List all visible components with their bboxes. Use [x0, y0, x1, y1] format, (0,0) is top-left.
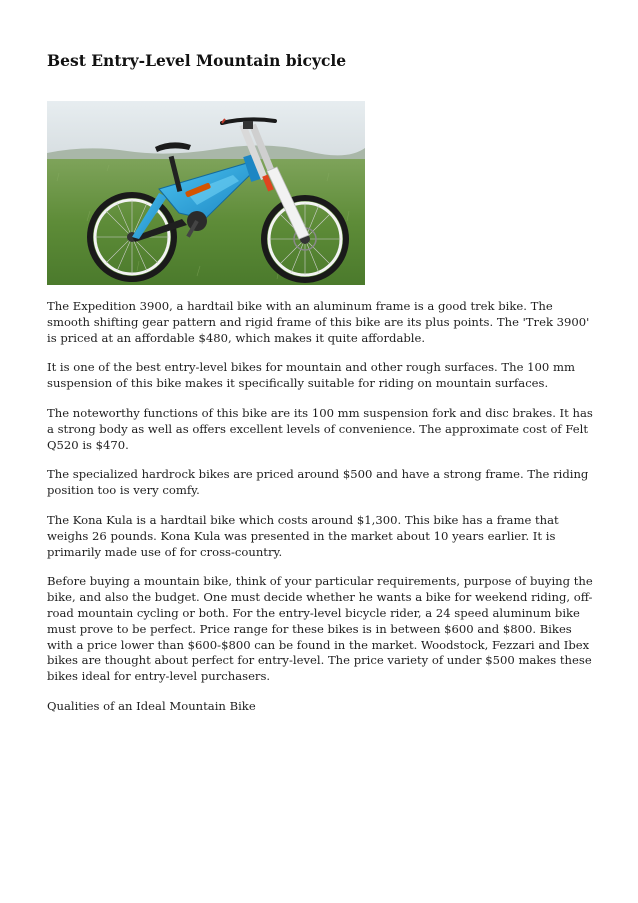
paragraph-qualities-heading: Qualities of an Ideal Mountain Bike [47, 698, 256, 713]
paragraph-felt-q520: The noteworthy functions of this bike are its 100 mm suspension fork and disc brakes. It has a strong body as well as offers excellent levels of convenience. The approximate cost of Felt Q520 is $470. [47, 405, 593, 452]
paragraph-hardrock: The specialized hardrock bikes are priced around $500 and have a strong frame. The riding position too is very comfy. [47, 467, 589, 498]
paragraph-buying-advice: Before buying a mountain bike, think of your particular requirements, purpose of buying the bike, and also the budget. One must decide whether he wants a bike for weekend riding, off-road mountain cycling or both. For the entry-level bicycle rider, a 24 speed aluminum bike must prove to be perfect. Price range for these bikes is in between $600 and $800. Bikes with a price lower than $600-$800 can be found in the market. Woodstock, Fezzari and Ibex bikes are thought about perfect for entry-level. The price variety of under $500 makes these bikes ideal for entry-level purchasers. [47, 574, 593, 684]
article-body [47, 299, 597, 729]
mountain-bike-photo [47, 101, 365, 285]
paragraph-kona-kula: The Kona Kula is a hardtail bike which costs around $1,300. This bike has a frame that weighs 26 pounds. Kona Kula was presented in the market about 10 years earlier. It is primarily made use of for cross-country. [47, 512, 559, 559]
paragraph-entry-level: It is one of the best entry-level bikes for mountain and other rough surfaces. The 100 mm suspension of this bike makes it specifically suitable for riding on mountain surfaces. [47, 360, 575, 391]
page-title: Best Entry-Level Mountain bicycle [47, 51, 347, 70]
front-wheel [264, 198, 346, 280]
paragraph-trek-3900: The Expedition 3900, a hardtail bike with an aluminum frame is a good trek bike. The smooth shifting gear pattern and rigid frame of this bike are its plus points. The 'Trek 3900' is priced at an affordable $480, which makes it quite affordable. [47, 299, 590, 345]
